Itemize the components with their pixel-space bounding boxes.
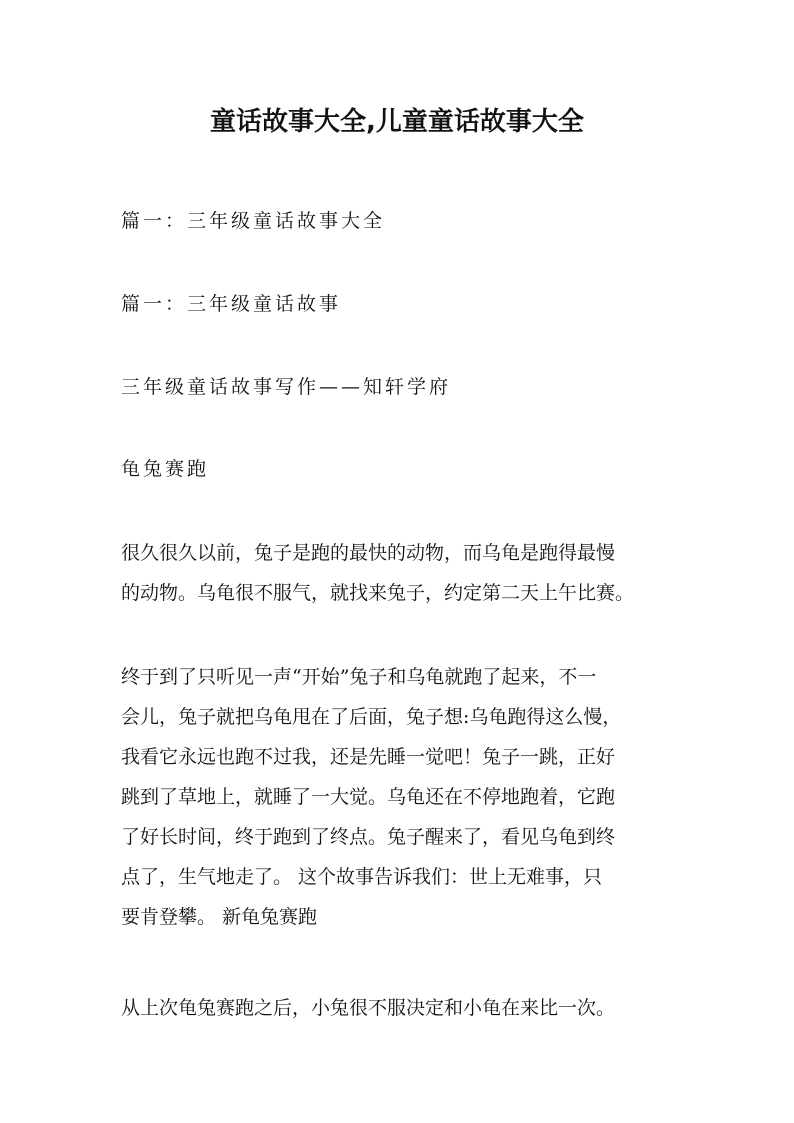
paragraph-2-line: 跳到了草地上，就睡了一大觉。乌龟还在不停地跑着，它跑 [121,786,616,808]
paragraph-2-line: 点了，生气地走了。 这个故事告诉我们：世上无难事，只 [121,866,603,888]
heading-1: 篇一：三年级童话故事大全 [121,210,386,232]
paragraph-2-line: 终于到了只听见一声“开始”兔子和乌龟就跑了起来，不一 [121,666,597,688]
paragraph-1-line: 很久很久以前，兔子是跑的最快的动物，而乌龟是跑得最慢 [121,542,616,564]
paragraph-2-line: 我看它永远也跑不过我，还是先睡一觉吧！兔子一跳，正好 [121,746,616,768]
story-title: 龟兔赛跑 [121,458,210,480]
paragraph-2-line: 要肯登攀。 新龟兔赛跑 [121,906,318,928]
paragraph-1-line: 的动物。乌龟很不服气，就找来兔子，约定第二天上午比赛。 [121,582,635,604]
heading-2: 篇一：三年级童话故事 [121,293,342,315]
paragraph-3-line: 从上次龟兔赛跑之后，小兔很不服决定和小龟在来比一次。 [121,997,616,1019]
subtitle-line: 三年级童话故事写作——知轩学府 [121,376,452,398]
paragraph-2-line: 了好长时间，终于跑到了终点。兔子醒来了，看见乌龟到终 [121,826,616,848]
document-title: 童话故事大全,儿童童话故事大全 [210,107,584,137]
paragraph-2-line: 会儿，兔子就把乌龟甩在了后面，兔子想:乌龟跑得这么慢， [121,706,622,728]
